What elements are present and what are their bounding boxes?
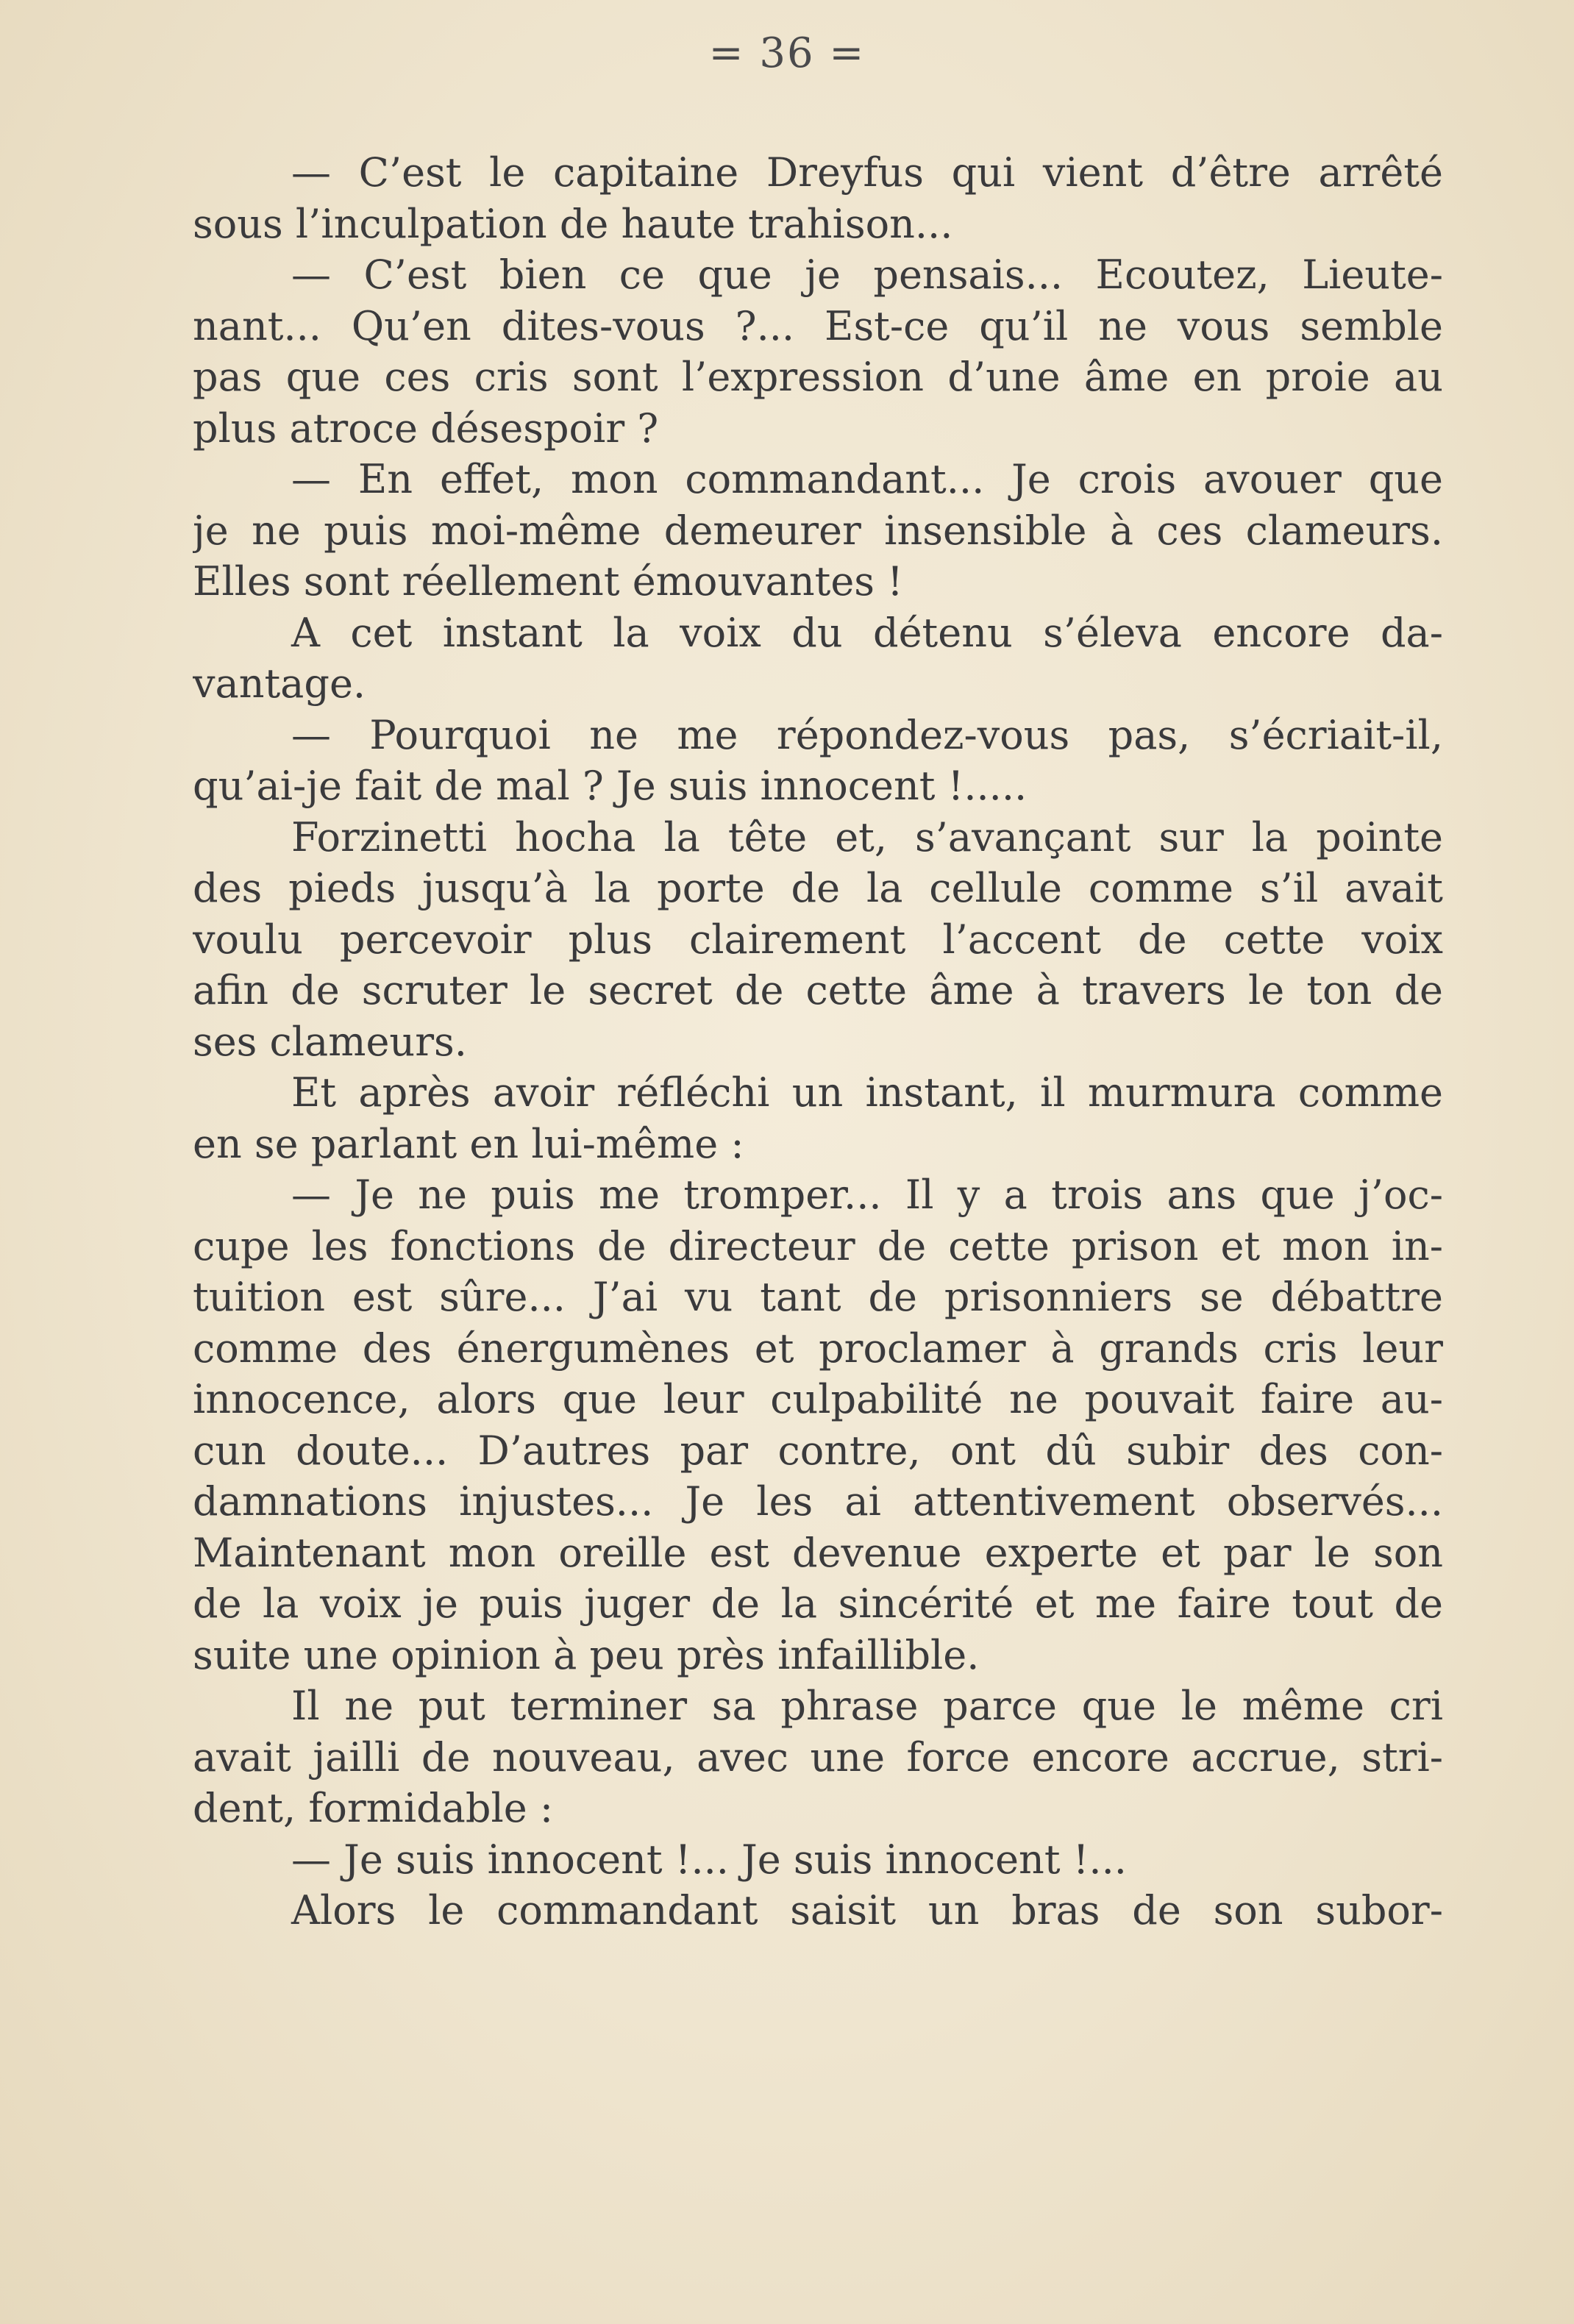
- text-line: Maintenant mon oreille est devenue experte et par le son: [193, 1529, 1443, 1576]
- text-line: Forzinetti hocha la tête et, s’avançant sur la pointe: [291, 813, 1443, 860]
- text-line: — Je ne puis me tromper... Il y a trois ans que j’oc-: [291, 1172, 1443, 1218]
- text-line: — En effet, mon commandant... Je crois avouer que: [291, 456, 1443, 502]
- text-line: afin de scruter le secret de cette âme à travers le ton de: [193, 967, 1443, 1013]
- text-line: Alors le commandant saisit un bras de son subor-: [291, 1887, 1443, 1933]
- text-line: — C’est bien ce que je pensais... Ecoutez, Lieute-: [291, 252, 1443, 298]
- text-line: cun doute... D’autres par contre, ont dû subir des con-: [193, 1427, 1443, 1474]
- text-line: comme des énergumènes et proclamer à grands cris leur: [193, 1325, 1443, 1372]
- text-line: Il ne put terminer sa phrase parce que le même cri: [291, 1683, 1443, 1729]
- page-number: = 36 =: [708, 29, 866, 77]
- text-line: je ne puis moi-même demeurer insensible à ces clameurs.: [193, 507, 1443, 554]
- text-line: nant... Qu’en dites-vous ?... Est-ce qu’il ne vous semble: [193, 302, 1443, 349]
- text-line: tuition est sûre... J’ai vu tant de prisonniers se débattre: [193, 1274, 1443, 1320]
- text-line: cupe les fonctions de directeur de cette prison et mon in-: [193, 1222, 1443, 1269]
- text-line: — Je suis innocent !... Je suis innocent !...: [291, 1836, 1127, 1883]
- text-line: suite une opinion à peu près infaillible.: [193, 1631, 980, 1678]
- text-line: — Pourquoi ne me répondez-vous pas, s’écriait-il,: [291, 711, 1443, 758]
- text-line: en se parlant en lui-même :: [193, 1120, 744, 1167]
- text-line: ses clameurs.: [193, 1018, 467, 1065]
- text-line: A cet instant la voix du détenu s’éleva encore da-: [291, 609, 1443, 656]
- text-line: pas que ces cris sont l’expression d’une âme en proie au: [193, 354, 1443, 400]
- text-line: — C’est le capitaine Dreyfus qui vient d’être arrêté: [291, 149, 1443, 196]
- text-line: qu’ai-je fait de mal ? Je suis innocent !.....: [193, 763, 1028, 809]
- body-text: [193, 147, 1443, 1936]
- text-line: voulu percevoir plus clairement l’accent de cette voix: [193, 916, 1443, 963]
- text-line: de la voix je puis juger de la sincérité et me faire tout de: [193, 1580, 1443, 1627]
- text-line: sous l’inculpation de haute trahison...: [193, 200, 953, 247]
- text-line: damnations injustes... Je les ai attentivement observés...: [193, 1478, 1443, 1525]
- text-line: Elles sont réellement émouvantes !: [193, 558, 903, 605]
- text-line: plus atroce désespoir ?: [193, 404, 659, 452]
- text-line: vantage.: [193, 660, 366, 707]
- text-line: Et après avoir réfléchi un instant, il murmura comme: [291, 1069, 1443, 1116]
- text-line: des pieds jusqu’à la porte de la cellule comme s’il avait: [193, 865, 1443, 911]
- text-line: avait jailli de nouveau, avec une force encore accrue, stri-: [193, 1733, 1443, 1781]
- text-line: innocence, alors que leur culpabilité ne pouvait faire au-: [193, 1376, 1443, 1422]
- text-line: dent, formidable :: [193, 1785, 554, 1831]
